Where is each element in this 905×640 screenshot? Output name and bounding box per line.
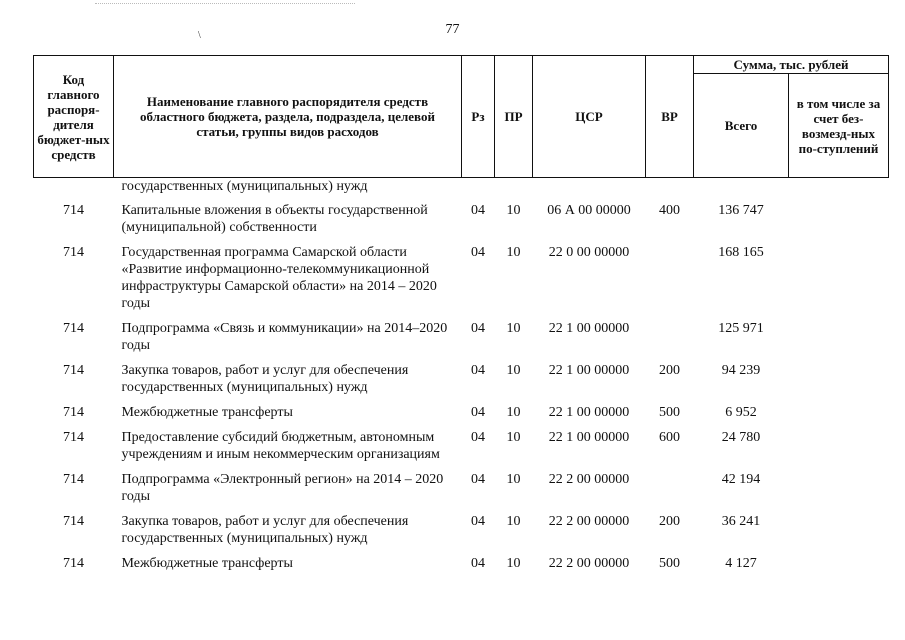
- row-free: [789, 468, 889, 510]
- row-name: Предоставление субсидий бюджетным, автономным учреждениям и иным некоммерческим организациям: [121, 430, 440, 462]
- table-row: [34, 510, 889, 552]
- row-free: [789, 317, 889, 359]
- row-vr: 600: [659, 430, 680, 445]
- row-code: 714: [63, 203, 84, 218]
- row-rz: 04: [471, 245, 485, 260]
- scan-mark: \: [198, 30, 201, 41]
- row-vr: 400: [659, 203, 680, 218]
- table-row: [34, 426, 889, 468]
- header-sum: Сумма, тыс. рублей: [694, 56, 889, 74]
- row-rz: 04: [471, 430, 485, 445]
- row-name: Подпрограмма «Связь и коммуникации» на 2014–2020 годы: [121, 321, 448, 353]
- row-pr: 10: [506, 363, 521, 378]
- row-rz: 04: [471, 514, 485, 529]
- row-csr: 22 1 00 00000: [548, 405, 630, 420]
- row-vr: [646, 468, 694, 510]
- page-number: 77: [445, 22, 460, 37]
- row-total: 125 971: [718, 321, 764, 336]
- row-code: 714: [63, 245, 84, 260]
- row-rz: 04: [471, 405, 485, 420]
- row-rz: 04: [471, 363, 485, 378]
- row-name: Закупка товаров, работ и услуг для обеспечения государственных (муниципальных) нужд: [121, 514, 409, 546]
- row-csr: 22 1 00 00000: [548, 321, 630, 336]
- table-header: [34, 56, 889, 178]
- table-row: [34, 199, 889, 241]
- budget-table: [33, 55, 889, 577]
- row-name: Подпрограмма «Электронный регион» на 2014 – 2020 годы: [121, 472, 444, 504]
- table-row: [34, 359, 889, 401]
- row-pr: 10: [506, 514, 521, 529]
- row-rz: 04: [471, 321, 485, 336]
- row-free: [789, 241, 889, 317]
- row-csr: 22 2 00 00000: [548, 514, 630, 529]
- header-total: Всего: [694, 74, 789, 178]
- row-csr: 22 0 00 00000: [548, 245, 630, 260]
- table-body: [34, 178, 889, 578]
- row-code: 714: [63, 430, 84, 445]
- row-free: [789, 199, 889, 241]
- budget-table-container: [33, 55, 888, 577]
- row-free: [789, 359, 889, 401]
- row-code: 714: [63, 556, 84, 571]
- table-row: [34, 552, 889, 577]
- row-free: [789, 510, 889, 552]
- row-code: 714: [63, 472, 84, 487]
- row-name: Межбюджетные трансферты: [121, 556, 293, 571]
- row-pr: 10: [506, 430, 521, 445]
- row-vr: 500: [659, 556, 680, 571]
- scan-artifact: [95, 3, 355, 6]
- row-csr: 22 2 00 00000: [548, 472, 630, 487]
- row-rz: 04: [471, 203, 485, 218]
- row-vr: 200: [659, 363, 680, 378]
- header-rz: Рз: [462, 56, 495, 178]
- row-csr: 22 1 00 00000: [548, 430, 630, 445]
- row-vr: 500: [659, 405, 680, 420]
- row-vr: [646, 317, 694, 359]
- row-vr: 200: [659, 514, 680, 529]
- row-pr: 10: [506, 405, 521, 420]
- row-csr: 22 1 00 00000: [548, 363, 630, 378]
- row-total: 36 241: [721, 514, 761, 529]
- row-pr: 10: [506, 203, 521, 218]
- carry-over-text: государственных (муниципальных) нужд: [121, 179, 368, 194]
- row-code: 714: [63, 363, 84, 378]
- row-code: 714: [63, 405, 84, 420]
- row-name: Государственная программа Самарской области «Развитие информационно-телекоммуникационной инфраструктуры Самарской области» на 2014 – 2020 годы: [121, 245, 437, 311]
- row-code: 714: [63, 321, 84, 336]
- row-pr: 10: [506, 245, 521, 260]
- header-code: Код главного распоря-дителя бюджет-ных средств: [34, 56, 114, 178]
- carry-over-row: [34, 178, 889, 200]
- row-rz: 04: [471, 472, 485, 487]
- header-name: Наименование главного распорядителя средств областного бюджета, раздела, подраздела, целевой статьи, группы видов расходов: [114, 56, 462, 178]
- header-csr: ЦСР: [533, 56, 646, 178]
- row-total: 136 747: [718, 203, 764, 218]
- header-free: в том числе за счет без-возмезд-ных по-ступлений: [789, 74, 889, 178]
- row-csr: 06 А 00 00000: [547, 203, 631, 218]
- row-name: Капитальные вложения в объекты государственной (муниципальной) собственности: [121, 203, 428, 235]
- row-free: [789, 401, 889, 426]
- header-pr: ПР: [495, 56, 533, 178]
- header-vr: ВР: [646, 56, 694, 178]
- table-row: [34, 401, 889, 426]
- row-pr: 10: [506, 472, 521, 487]
- row-total: 4 127: [725, 556, 757, 571]
- row-total: 42 194: [721, 472, 761, 487]
- table-row: [34, 241, 889, 317]
- row-rz: 04: [471, 556, 485, 571]
- table-row: [34, 317, 889, 359]
- row-name: Межбюджетные трансферты: [121, 405, 293, 420]
- row-csr: 22 2 00 00000: [548, 556, 630, 571]
- table-row: [34, 468, 889, 510]
- row-pr: 10: [506, 321, 521, 336]
- row-total: 24 780: [721, 430, 761, 445]
- row-total: 6 952: [725, 405, 757, 420]
- row-free: [789, 552, 889, 577]
- row-total: 94 239: [721, 363, 761, 378]
- row-free: [789, 426, 889, 468]
- row-total: 168 165: [718, 245, 764, 260]
- row-vr: [646, 241, 694, 317]
- row-name: Закупка товаров, работ и услуг для обеспечения государственных (муниципальных) нужд: [121, 363, 409, 395]
- row-pr: 10: [506, 556, 521, 571]
- row-code: 714: [63, 514, 84, 529]
